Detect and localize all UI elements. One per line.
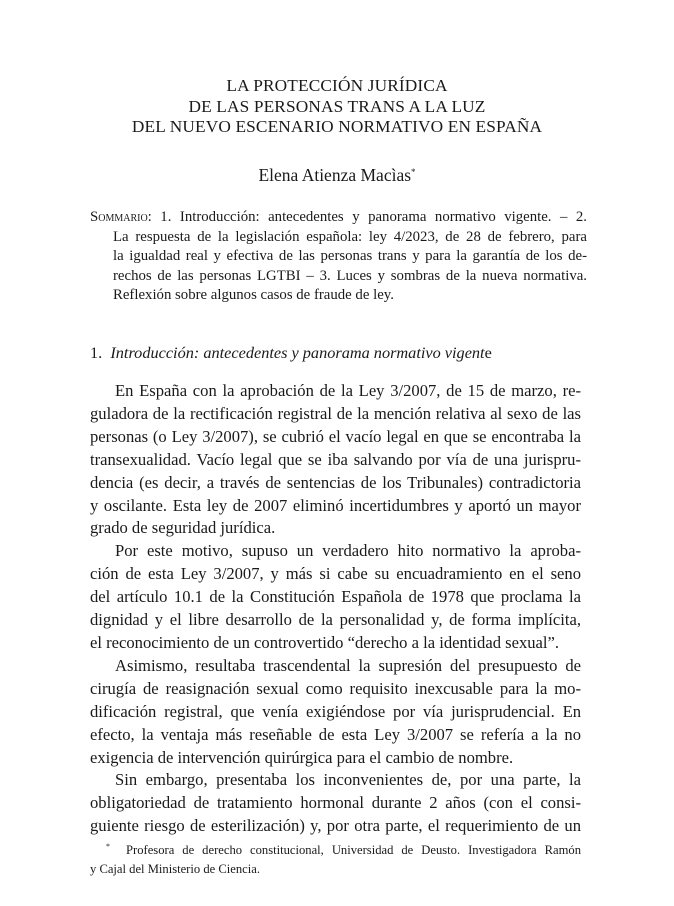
paragraph bbox=[90, 540, 581, 655]
footnote-line: * Profesora de derecho constitucional, Universidad de Deusto. Investigadora Ramón bbox=[106, 842, 582, 857]
article-title bbox=[60, 76, 614, 138]
text-line: guiente riesgo de esterilización) y, por otra parte, el requerimiento de un bbox=[90, 816, 581, 836]
footnote-mark: * bbox=[106, 842, 111, 851]
title-line: DEL NUEVO ESCENARIO NORMATIVO EN ESPAÑA bbox=[131, 117, 543, 136]
text-line: obligatoriedad de tratamiento hormonal durante 2 años (con el consi- bbox=[90, 793, 581, 813]
text-line: y oscilante. Esta ley de 2007 eliminó incertidumbres y aportó un mayor bbox=[90, 495, 581, 515]
footnote-line: y Cajal del Ministerio de Ciencia. bbox=[90, 861, 260, 876]
summary-line: rechos de las personas LGTBI – 3. Luces y sombras de la nueva normativa. bbox=[113, 267, 587, 284]
text-line: dificación registral, que venía exigiéndose por vía jurisprudencial. En bbox=[90, 701, 581, 721]
section-title-tail: e bbox=[484, 343, 492, 362]
paragraph bbox=[90, 655, 581, 770]
text-line: guladora de la rectificación registral de la mención relativa al sexo de las bbox=[90, 403, 581, 423]
section-title: Introducción: antecedentes y panorama normativo vigent bbox=[110, 343, 485, 362]
paragraph bbox=[90, 380, 581, 540]
text-line: el reconocimiento de un controvertido “derecho a la identidad sexual”. bbox=[90, 632, 560, 652]
summary bbox=[90, 208, 587, 306]
summary-line: Reflexión sobre algunos casos de fraude de ley. bbox=[113, 287, 394, 304]
text-line: del artículo 10.1 de la Constitución Española de 1978 que proclama la bbox=[90, 587, 581, 607]
text-line: cirugía de reasignación sexual como requisito inexcusable para la mo- bbox=[90, 678, 581, 698]
summary-label: Sommario: bbox=[90, 209, 152, 225]
section-heading bbox=[90, 343, 492, 363]
summary-line: Sommario: 1. Introducción: antecedentes y panorama normativo vigente. – 2. bbox=[90, 209, 587, 225]
text-line: Sin embargo, presentaba los inconvenientes de, por una parte, la bbox=[115, 770, 581, 790]
title-line: LA PROTECCIÓN JURÍDICA bbox=[226, 76, 448, 95]
text-line: dencia (es decir, a través de sentencias de los Tribunales) contradictoria bbox=[90, 472, 581, 492]
text-line: exigencia de intervención quirúrgica para el cambio de nombre. bbox=[90, 747, 514, 767]
summary-line: la igualdad real y efectiva de las personas trans y para la garantía de los de- bbox=[113, 248, 587, 265]
author-footnote-mark: * bbox=[411, 167, 416, 177]
text-line: personas (o Ley 3/2007), se cubrió el vacío legal en que se encontraba la bbox=[90, 426, 581, 446]
title-line: DE LAS PERSONAS TRANS A LA LUZ bbox=[188, 96, 486, 116]
text-line: grado de seguridad jurídica. bbox=[90, 518, 276, 538]
author bbox=[60, 162, 614, 185]
footnote bbox=[90, 838, 581, 878]
text-line: ción de esta Ley 3/2007, y más si cabe su encuadramiento en el seno bbox=[90, 564, 581, 584]
summary-line: La respuesta de la legislación española: ley 4/2023, de 28 de febrero, para bbox=[113, 228, 587, 245]
text-line: Asimismo, resultaba trascendental la supresión del presupuesto de bbox=[115, 655, 581, 675]
section-number: 1. bbox=[90, 343, 103, 362]
author-name: Elena Atienza Macìas bbox=[258, 165, 412, 185]
text-line: En España con la aprobación de la Ley 3/2007, de 15 de marzo, re- bbox=[115, 381, 581, 400]
text-line: efecto, la ventaja más reseñable de esta Ley 3/2007 se refería a la no bbox=[90, 724, 581, 744]
text-line: transexualidad. Vacío legal que se iba salvando por vía de una jurispru- bbox=[90, 449, 581, 469]
text-line: Por este motivo, supuso un verdadero hito normativo la aproba- bbox=[115, 541, 581, 561]
paragraph bbox=[90, 769, 581, 838]
body-text bbox=[90, 380, 581, 838]
text-line: dignidad y el libre desarrollo de la personalidad y, de forma implícita, bbox=[90, 610, 581, 630]
